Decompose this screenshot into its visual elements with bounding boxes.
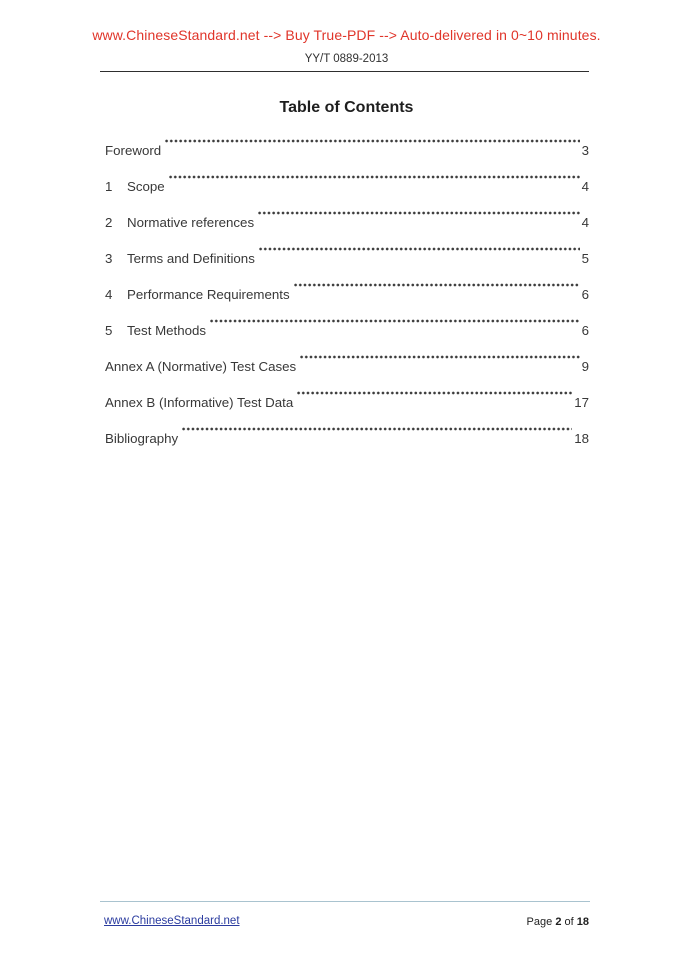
toc-entry-number: 3	[105, 251, 113, 266]
toc-entry-annex-b	[105, 385, 589, 421]
promo-banner: www.ChineseStandard.net --> Buy True-PDF --> Auto-delivered in 0~10 minutes.	[92, 27, 601, 43]
toc-entry-terms-definitions	[105, 241, 589, 277]
footer-rule	[100, 901, 590, 902]
toc-entry-label: Annex A (Normative) Test Cases	[105, 359, 297, 374]
toc-entry-label: Scope	[127, 179, 165, 194]
toc-entry-page: 18	[574, 431, 589, 446]
toc-entry-page: 4	[581, 179, 589, 194]
page-current: 2	[555, 916, 562, 928]
toc-entry-label: Bibliography	[105, 431, 179, 446]
toc-entry-page: 6	[581, 323, 589, 338]
page-title: Table of Contents	[279, 99, 414, 116]
toc-entry-label: Annex B (Informative) Test Data	[105, 395, 294, 410]
toc-entry-page: 5	[581, 251, 589, 266]
toc-entry-number: 1	[105, 179, 113, 194]
page-separator: of	[564, 916, 574, 928]
page-label: Page	[526, 916, 553, 928]
toc-entry-test-methods	[105, 313, 589, 349]
toc-entry-page: 6	[581, 287, 589, 302]
footer-website-link[interactable]: www.ChineseStandard.net	[104, 915, 240, 927]
toc-entry-annex-a	[105, 349, 589, 385]
toc-entry-label: Terms and Definitions	[127, 251, 255, 266]
toc-entry-label: Normative references	[127, 215, 255, 230]
header-rule	[100, 71, 589, 73]
toc-entry-bibliography	[105, 421, 589, 457]
toc-entry-label: Performance Requirements	[127, 287, 290, 302]
table-of-contents	[105, 133, 589, 457]
document-number: YY/T 0889-2013	[304, 53, 389, 65]
toc-entry-label: Test Methods	[127, 323, 207, 338]
toc-entry-page: 9	[581, 359, 589, 374]
toc-entry-number: 5	[105, 323, 113, 338]
toc-entry-number: 2	[105, 215, 113, 230]
toc-entry-scope	[105, 169, 589, 205]
toc-entry-performance-requirements	[105, 277, 589, 313]
toc-entry-number: 4	[105, 287, 113, 302]
toc-entry-page: 4	[581, 215, 589, 230]
page-number-indicator	[527, 916, 589, 928]
toc-entry-page: 17	[574, 395, 589, 410]
toc-entry-page: 3	[581, 143, 589, 158]
page-total: 18	[576, 916, 589, 928]
toc-entry-foreword	[105, 133, 589, 169]
toc-entry-normative-references	[105, 205, 589, 241]
toc-entry-label: Foreword	[105, 143, 162, 158]
